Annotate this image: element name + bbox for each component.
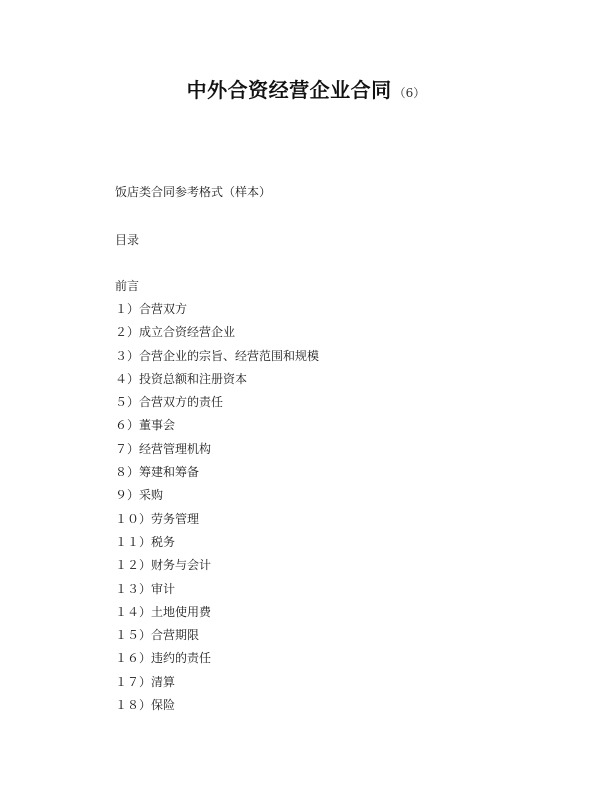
toc-item: ２）成立合资经营企业 bbox=[115, 325, 236, 340]
document-subtitle: 饭店类合同参考格式（样本） bbox=[115, 185, 272, 199]
document-title bbox=[0, 74, 612, 103]
toc-item: ５）合营双方的责任 bbox=[115, 395, 224, 410]
toc-item: １５）合营期限 bbox=[115, 628, 200, 643]
toc-item-preface: 前言 bbox=[115, 279, 140, 293]
toc-item: ７）经营管理机构 bbox=[115, 441, 212, 456]
toc-item: １３）审计 bbox=[115, 581, 176, 596]
toc-item: １２）财务与会计 bbox=[115, 558, 212, 573]
toc-item: １）合营双方 bbox=[115, 302, 188, 316]
toc-item: ８）筹建和筹备 bbox=[115, 465, 200, 480]
toc-heading: 目录 bbox=[115, 233, 140, 247]
title-suffix-text: （6） bbox=[393, 86, 426, 100]
toc-item: １４）土地使用费 bbox=[115, 604, 212, 619]
toc-item: ４）投资总额和注册资本 bbox=[115, 371, 248, 386]
toc-item: ９）采购 bbox=[115, 488, 164, 503]
toc-item: １７）清算 bbox=[115, 674, 176, 689]
toc-item: １６）违约的责任 bbox=[115, 651, 212, 666]
toc-item: １１）税务 bbox=[115, 534, 176, 549]
table-of-contents bbox=[115, 301, 319, 720]
toc-item: １０）劳务管理 bbox=[115, 511, 200, 526]
toc-item: ３）合营企业的宗旨、经营范围和规模 bbox=[115, 348, 320, 363]
toc-item: １８）保险 bbox=[115, 698, 176, 713]
toc-item: ６）董事会 bbox=[115, 418, 176, 433]
title-main-text: 中外合资经营企业合同 bbox=[186, 78, 392, 102]
